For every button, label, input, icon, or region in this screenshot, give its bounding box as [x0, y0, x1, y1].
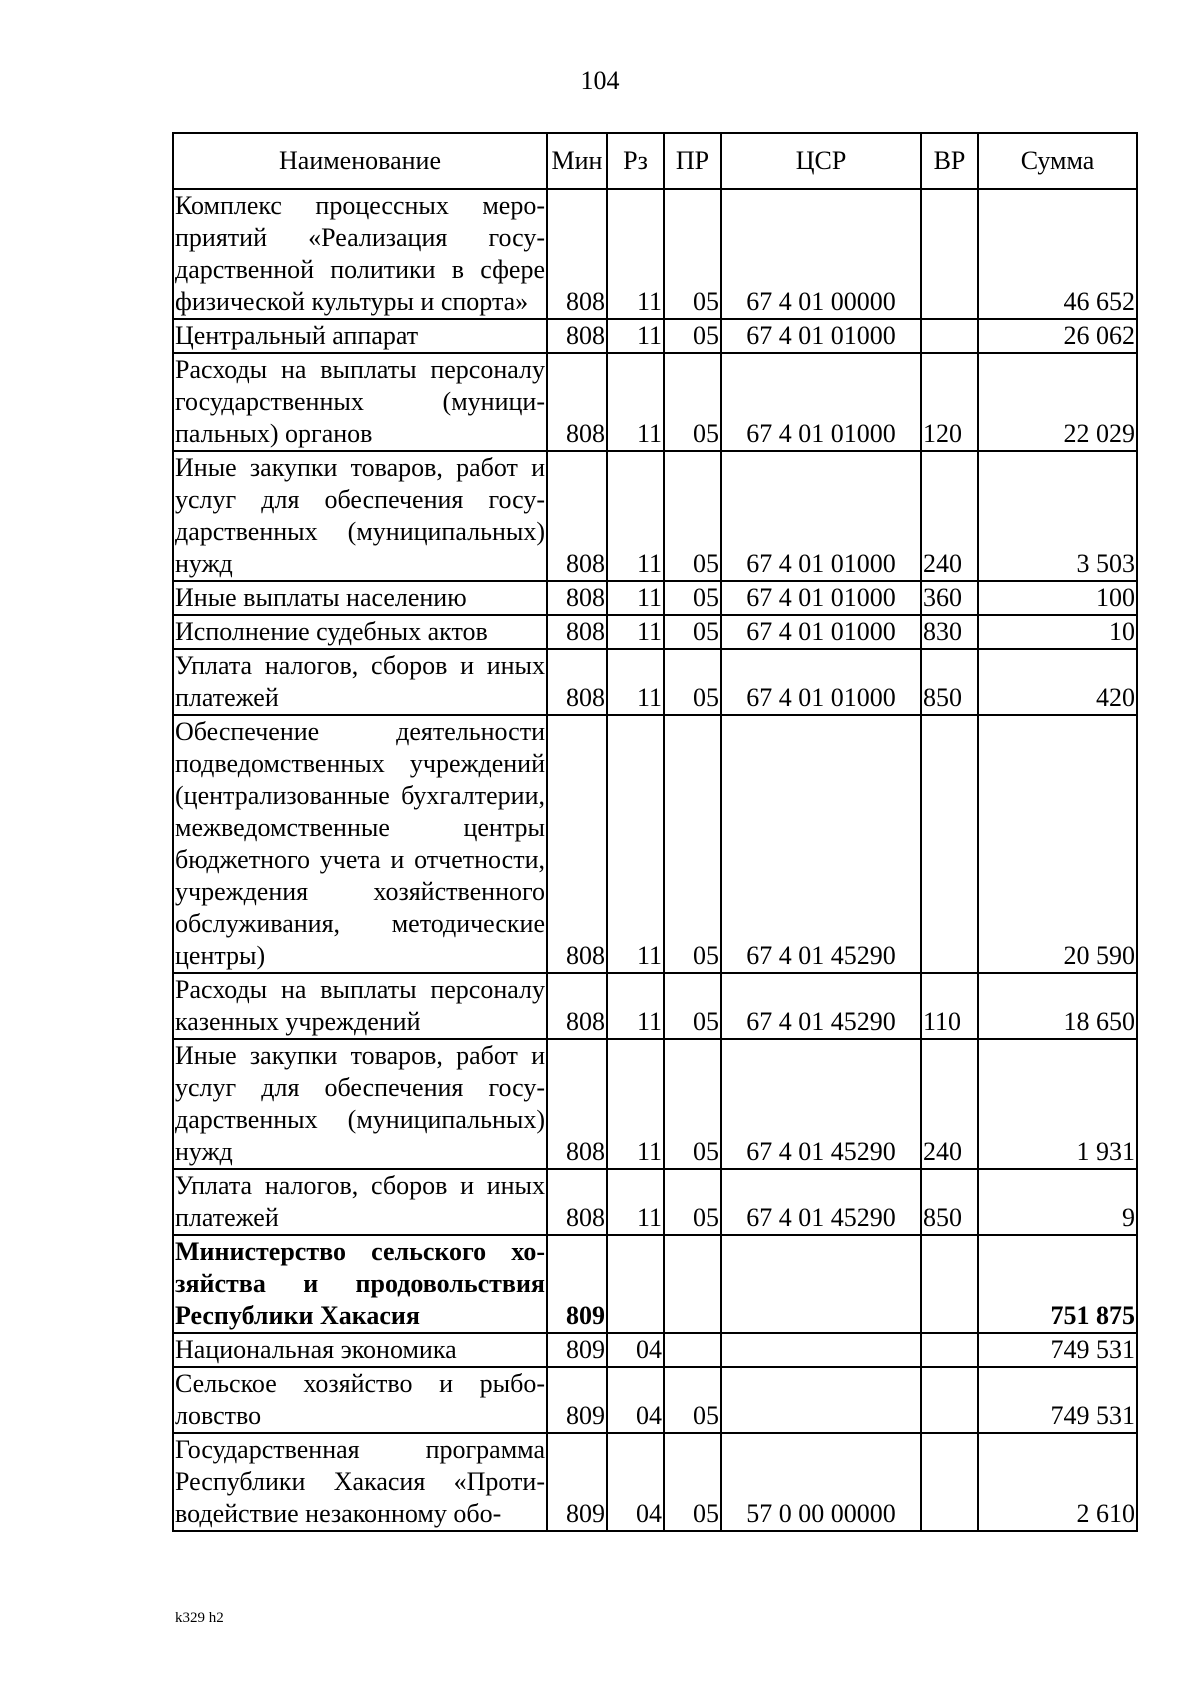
cell-rz: 11 — [607, 973, 664, 1039]
header-vr: ВР — [921, 133, 978, 189]
header-name: Наименование — [173, 133, 547, 189]
cell-csr — [721, 1367, 921, 1433]
cell-sum: 1 931 — [978, 1039, 1137, 1169]
cell-vr — [921, 1235, 978, 1333]
table-row — [173, 1169, 1137, 1235]
cell-name: Иные выплаты населению — [173, 581, 547, 615]
cell-vr: 360 — [921, 581, 978, 615]
cell-vr — [921, 1367, 978, 1433]
cell-csr: 67 4 01 45290 — [721, 715, 921, 973]
cell-csr: 67 4 01 45290 — [721, 1039, 921, 1169]
cell-pr: 05 — [664, 353, 721, 451]
cell-pr: 05 — [664, 615, 721, 649]
cell-min: 809 — [547, 1333, 607, 1367]
cell-vr: 850 — [921, 649, 978, 715]
table-row — [173, 715, 1137, 973]
cell-rz: 04 — [607, 1433, 664, 1531]
cell-name: Уплата налогов, сборов и иных платежей — [173, 1169, 547, 1235]
cell-min: 808 — [547, 319, 607, 353]
cell-name: Сельское хозяйство и рыболовство — [173, 1367, 547, 1433]
table-row — [173, 1235, 1137, 1333]
cell-pr: 05 — [664, 1433, 721, 1531]
cell-sum: 46 652 — [978, 189, 1137, 319]
table-row — [173, 615, 1137, 649]
table-row — [173, 353, 1137, 451]
cell-rz: 11 — [607, 649, 664, 715]
cell-rz: 11 — [607, 353, 664, 451]
cell-pr: 05 — [664, 973, 721, 1039]
cell-name: Национальная экономика — [173, 1333, 547, 1367]
cell-sum: 751 875 — [978, 1235, 1137, 1333]
cell-rz: 11 — [607, 1169, 664, 1235]
cell-sum: 3 503 — [978, 451, 1137, 581]
cell-name: Расходы на выплаты персоналу государственных (муниципальных) органов — [173, 353, 547, 451]
header-csr: ЦСР — [721, 133, 921, 189]
cell-pr: 05 — [664, 319, 721, 353]
table-row — [173, 319, 1137, 353]
table-row — [173, 1039, 1137, 1169]
cell-vr: 120 — [921, 353, 978, 451]
table-row — [173, 189, 1137, 319]
cell-csr: 67 4 01 00000 — [721, 189, 921, 319]
cell-name: Центральный аппарат — [173, 319, 547, 353]
cell-sum: 22 029 — [978, 353, 1137, 451]
cell-sum: 749 531 — [978, 1333, 1137, 1367]
cell-vr: 240 — [921, 451, 978, 581]
cell-min: 808 — [547, 1169, 607, 1235]
cell-csr: 67 4 01 01000 — [721, 615, 921, 649]
header-pr: ПР — [664, 133, 721, 189]
cell-name: Министерство сельского хозяйства и продовольствия Республики Хакасия — [173, 1235, 547, 1333]
cell-rz: 11 — [607, 1039, 664, 1169]
cell-min: 808 — [547, 973, 607, 1039]
cell-pr: 05 — [664, 1367, 721, 1433]
cell-pr — [664, 1235, 721, 1333]
cell-sum: 2 610 — [978, 1433, 1137, 1531]
cell-rz: 11 — [607, 451, 664, 581]
cell-csr: 67 4 01 45290 — [721, 973, 921, 1039]
header-rz: Рз — [607, 133, 664, 189]
table-row — [173, 649, 1137, 715]
cell-vr — [921, 715, 978, 973]
cell-min: 809 — [547, 1235, 607, 1333]
cell-name: Исполнение судебных актов — [173, 615, 547, 649]
header-sum: Сумма — [978, 133, 1137, 189]
cell-pr: 05 — [664, 189, 721, 319]
table-header-row — [173, 133, 1137, 189]
cell-sum: 18 650 — [978, 973, 1137, 1039]
cell-name: Обеспечение деятельности подведомственных учреждений (централизованные бухгалтерии, межведомственные центры бюджетного учета и отчетности, учреждения хозяйственного обслуживания, методические центры) — [173, 715, 547, 973]
cell-name: Уплата налогов, сборов и иных платежей — [173, 649, 547, 715]
cell-sum: 749 531 — [978, 1367, 1137, 1433]
cell-vr — [921, 1333, 978, 1367]
cell-pr: 05 — [664, 1039, 721, 1169]
cell-sum: 20 590 — [978, 715, 1137, 973]
cell-rz — [607, 1235, 664, 1333]
cell-sum: 10 — [978, 615, 1137, 649]
cell-min: 808 — [547, 615, 607, 649]
cell-csr: 67 4 01 01000 — [721, 581, 921, 615]
cell-pr: 05 — [664, 649, 721, 715]
cell-pr: 05 — [664, 451, 721, 581]
cell-sum: 9 — [978, 1169, 1137, 1235]
table-row — [173, 1433, 1137, 1531]
cell-sum: 420 — [978, 649, 1137, 715]
cell-name: Комплекс процессных мероприятий «Реализация государственной политики в сфере физической культуры и спорта» — [173, 189, 547, 319]
cell-sum: 100 — [978, 581, 1137, 615]
cell-min: 808 — [547, 581, 607, 615]
cell-min: 808 — [547, 451, 607, 581]
cell-min: 809 — [547, 1433, 607, 1531]
table-row — [173, 1333, 1137, 1367]
cell-vr — [921, 1433, 978, 1531]
cell-vr: 830 — [921, 615, 978, 649]
cell-vr: 110 — [921, 973, 978, 1039]
budget-table — [172, 132, 1138, 1532]
cell-csr: 67 4 01 01000 — [721, 451, 921, 581]
cell-rz: 11 — [607, 581, 664, 615]
cell-csr: 67 4 01 01000 — [721, 319, 921, 353]
cell-name: Расходы на выплаты персоналу казенных учреждений — [173, 973, 547, 1039]
cell-pr: 05 — [664, 581, 721, 615]
footer-code: k329 h2 — [175, 1610, 224, 1626]
cell-rz: 11 — [607, 319, 664, 353]
cell-min: 809 — [547, 1367, 607, 1433]
cell-pr — [664, 1333, 721, 1367]
cell-min: 808 — [547, 715, 607, 973]
cell-csr: 67 4 01 01000 — [721, 649, 921, 715]
cell-rz: 11 — [607, 615, 664, 649]
cell-rz: 11 — [607, 189, 664, 319]
cell-name: Государственная программа Республики Хакасия «Противодействие незаконному обо- — [173, 1433, 547, 1531]
cell-name: Иные закупки товаров, работ и услуг для обеспечения государственных (муниципальных) нужд — [173, 1039, 547, 1169]
cell-pr: 05 — [664, 715, 721, 973]
cell-min: 808 — [547, 649, 607, 715]
cell-min: 808 — [547, 189, 607, 319]
table-row — [173, 1367, 1137, 1433]
cell-min: 808 — [547, 1039, 607, 1169]
cell-csr — [721, 1333, 921, 1367]
cell-vr: 240 — [921, 1039, 978, 1169]
cell-vr: 850 — [921, 1169, 978, 1235]
page-number: 104 — [580, 66, 620, 95]
cell-csr: 67 4 01 45290 — [721, 1169, 921, 1235]
table-row — [173, 973, 1137, 1039]
cell-rz: 04 — [607, 1333, 664, 1367]
cell-rz: 11 — [607, 715, 664, 973]
cell-sum: 26 062 — [978, 319, 1137, 353]
cell-csr: 67 4 01 01000 — [721, 353, 921, 451]
cell-vr — [921, 319, 978, 353]
cell-csr — [721, 1235, 921, 1333]
table-row — [173, 581, 1137, 615]
header-min: Мин — [547, 133, 607, 189]
cell-pr: 05 — [664, 1169, 721, 1235]
cell-name: Иные закупки товаров, работ и услуг для обеспечения государственных (муниципальных) нужд — [173, 451, 547, 581]
cell-min: 808 — [547, 353, 607, 451]
cell-rz: 04 — [607, 1367, 664, 1433]
cell-vr — [921, 189, 978, 319]
table-row — [173, 451, 1137, 581]
table-body — [173, 189, 1137, 1531]
cell-csr: 57 0 00 00000 — [721, 1433, 921, 1531]
